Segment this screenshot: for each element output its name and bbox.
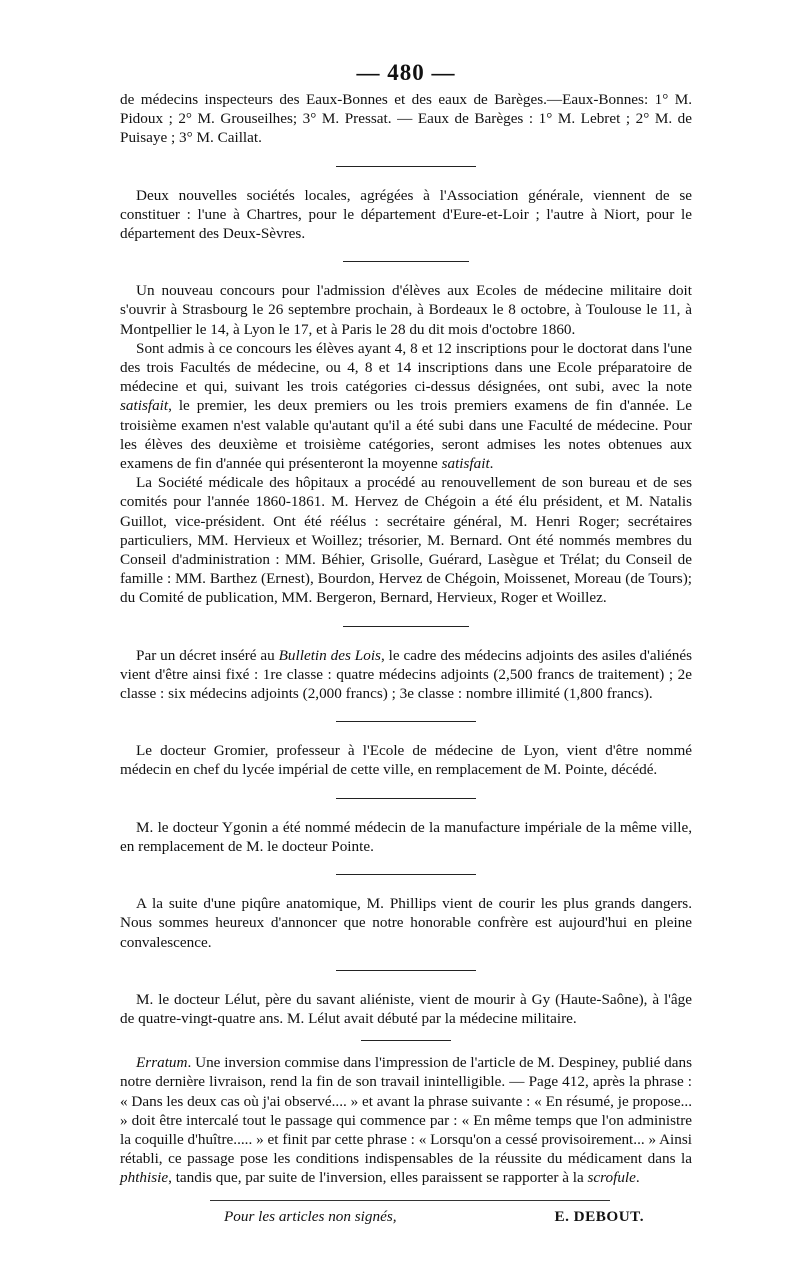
- paragraph-societe-medicale: La Société médicale des hôpitaux a procédé au renouvellement de son bureau et de ses comités pour l'année 1860-1861. M. Hervez de Chégoin a été élu président, et M. Natalis Guillot, vice-président. Ont été réélus : secrétaire général, M. Henri Roger; secrétaires particuliers, MM. Hervieux et Woillez; trésorier, M. Bernard. Ont été nommés membres du Conseil d'administration : MM. Béhier, Grisolle, Guérard, Lasègue et Trélat; du Conseil de famille : MM. Barthez (Ernest), Bourdon, Hervez de Chégoin, Moissenet, Moreau (de Tours); du Comité de publication, MM. Bergeron, Bernard, Hervieux, Roger et Woillez.: [120, 474, 692, 607]
- paragraph-lelut: M. le docteur Lélut, père du savant aliéniste, vient de mourir à Gy (Haute-Saône), à l'âge de quatre-vingt-quatre ans. M. Lélut avait débuté par la médecine militaire.: [120, 990, 692, 1027]
- text-run: , tandis que, par suite de l'inversion, elles paraissent se rapporter à la: [168, 1169, 588, 1187]
- separator-rule: [336, 166, 476, 167]
- paragraph-gromier: Le docteur Gromier, professeur à l'Ecole de médecine de Lyon, vient d'être nommé médecin en chef du lycée impérial de cette ville, en remplacement de M. Pointe, décédé.: [120, 742, 692, 779]
- paragraph-admission: [120, 339, 692, 473]
- separator-rule: [343, 626, 469, 627]
- paragraph-decret: [120, 646, 692, 704]
- paragraph-phillips: A la suite d'une piqûre anatomique, M. Phillips vient de courir les plus grands dangers. Nous sommes heureux d'annoncer que notre honorable confrère est aujourd'hui en pleine convalescence.: [120, 895, 692, 951]
- separator-rule: [336, 970, 476, 971]
- text-run: Par un décret inséré au: [136, 646, 279, 664]
- text-run: .: [635, 1169, 640, 1187]
- paragraph-concours: Un nouveau concours pour l'admission d'élèves aux Ecoles de médecine militaire doit s'ouvrir à Strasbourg le 26 septembre prochain, à Bordeaux le 8 octobre, à Toulouse le 11, à Montpellier le 14, à Lyon le 17, et à Paris le 28 du dit mois d'octobre 1860.: [120, 282, 692, 338]
- italic-run: satisfait: [441, 455, 490, 473]
- text-run: , le cadre des médecins adjoints des asiles d'aliénés vient d'être ainsi fixé : 1re classe : quatre médecins adjoints (2,500 francs de traitement) ; 2e classe : six médecins adjoints (2,000 francs) ; 3e classe : nombre illimité (1,800 francs).: [120, 646, 693, 703]
- separator-rule: [336, 798, 476, 799]
- paragraph-eaux-bonnes: de médecins inspecteurs des Eaux-Bonnes et des eaux de Barèges.—Eaux-Bonnes: 1° M. Pidoux ; 2° M. Grouseilhes; 3° M. Pressat. — Eaux de Barèges : 1° M. Lebret ; 2° M. de Puisaye ; 3° M. Caillat.: [120, 91, 692, 147]
- footer-rule: [210, 1200, 610, 1201]
- separator-rule: [336, 874, 476, 875]
- paragraph-societes-locales: Deux nouvelles sociétés locales, agrégées à l'Association générale, viennent de se constituer : l'une à Chartres, pour le département d'Eure-et-Loir ; l'autre à Niort, pour le département des Deux-Sèvres.: [120, 186, 692, 243]
- footer-note: Pour les articles non signés,: [224, 1207, 397, 1225]
- footer: [120, 1207, 692, 1226]
- text-run: , le premier, les deux premiers ou les trois premiers examens de fin d'année. Le troisième examen n'est valable qu'autant qu'il a été subi dans une Faculté de médecine. Pour les élèves des deuxième et troisième catégories, seront admises les notes obtenues aux examens de fin d'année qui présenteront la moyenne: [120, 397, 692, 473]
- italic-run: Erratum: [136, 1054, 188, 1072]
- italic-run: scrofule: [587, 1169, 636, 1187]
- italic-run: phthisie: [120, 1169, 169, 1187]
- separator-rule: [343, 261, 469, 262]
- separator-rule: [361, 1040, 451, 1041]
- italic-run: Bulletin des Lois: [278, 646, 381, 664]
- editor-signature: E. DEBOUT.: [554, 1207, 644, 1225]
- page-number: — 480 —: [356, 60, 456, 85]
- text-run: . Une inversion commise dans l'impression de l'article de M. Despiney, publié dans notre dernière livraison, rend la fin de son travail inintelligible. — Page 412, après la phrase : « Dans les deux cas où j'ai observé.... » et avant la phrase suivante : « En résumé, je propose... » doit être intercalé tout le passage qui commence par : « En même temps que l'on administre la coquille d'huître..... » et finit par cette phrase : « Lorsqu'on a cessé provisoirement... » Ainsi rétabli, ce passage pose les conditions indispensables de la réussite du médicament dans la: [120, 1054, 692, 1168]
- paragraph-erratum: [120, 1053, 692, 1187]
- separator-rule: [336, 721, 476, 722]
- text-run: .: [489, 455, 494, 473]
- text-run: Sont admis à ce concours les élèves ayant 4, 8 et 12 inscriptions pour le doctorat dans l'une des trois Facultés de médecine, ou 4, 8 et 14 inscriptions dans une Ecole préparatoire de médecine et qui, suivant les trois catégories ci-dessus désignées, ont subi, avec la note: [120, 339, 692, 396]
- paragraph-ygonin: M. le docteur Ygonin a été nommé médecin de la manufacture impériale de la même ville, en remplacement de M. le docteur Pointe.: [120, 818, 692, 855]
- italic-run: satisfait: [120, 397, 169, 415]
